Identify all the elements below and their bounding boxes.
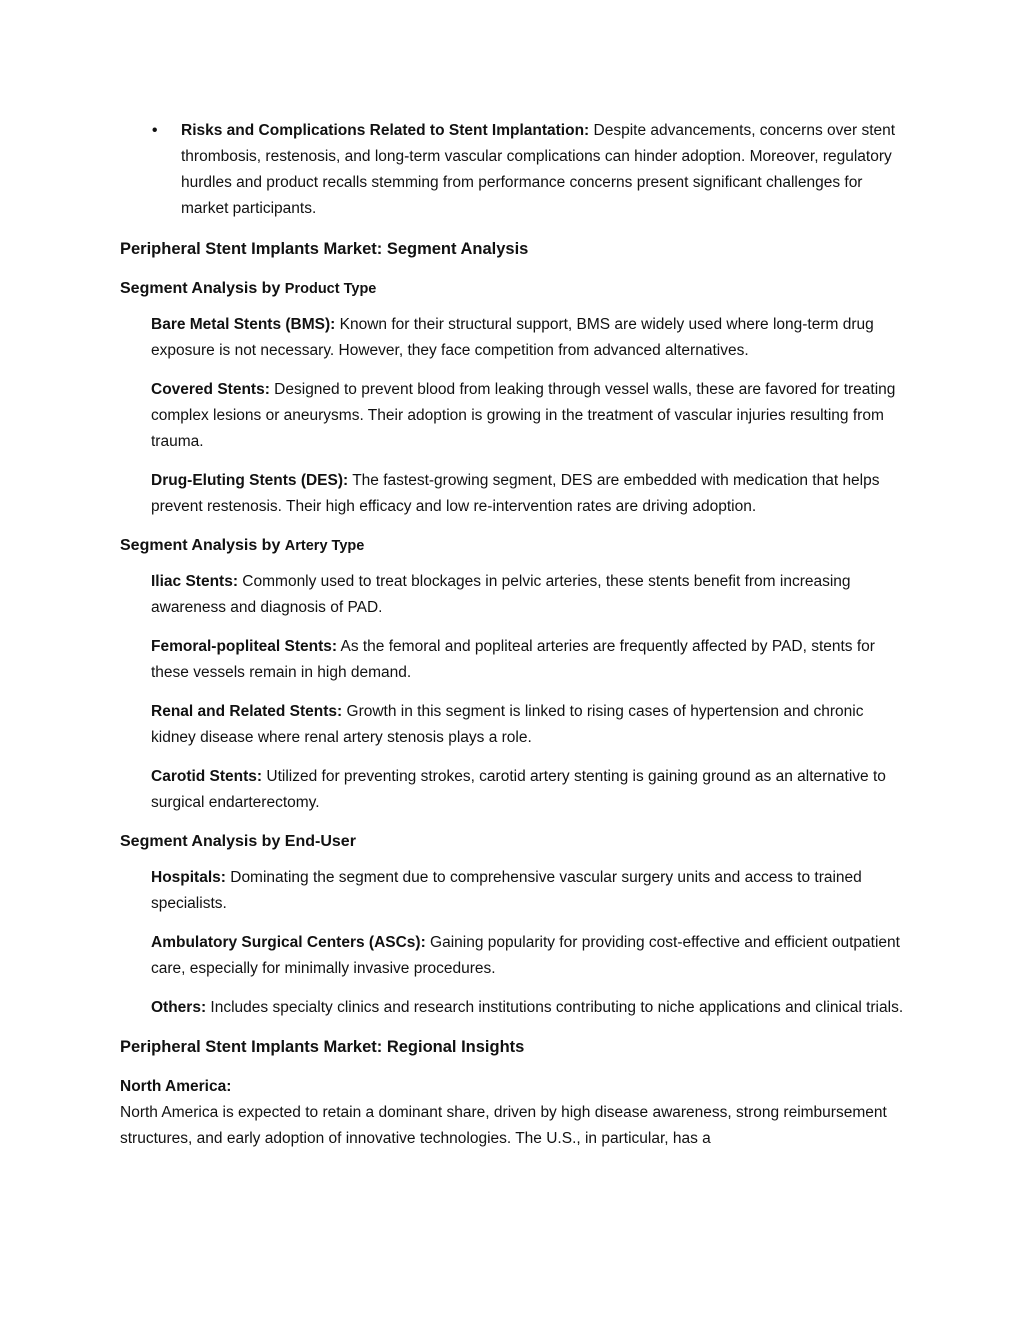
artery-type-heading [120,533,910,559]
item-text: Designed to prevent blood from leaking through vessel walls, these are favored for treating complex lesions or aneurysms. Their adoption is growing in the treatment of vascular injuries resulting from trauma. [151,381,896,450]
document-body [120,118,910,1152]
item-text: Utilized for preventing strokes, carotid artery stenting is gaining ground as an alternative to surgical endarterectomy. [151,768,886,811]
item-label: Iliac Stents: [151,573,238,590]
end-user-item-others [120,995,910,1021]
artery-type-item-iliac [120,569,910,621]
item-text: Growth in this segment is linked to rising cases of hypertension and chronic kidney disease where renal artery stenosis plays a role. [151,703,864,746]
regional-insights-heading: Peripheral Stent Implants Market: Regional Insights [120,1038,525,1056]
product-type-heading-main: Segment Analysis by [120,280,285,297]
north-america-heading: North America: [120,1078,232,1095]
artery-type-item-carotid [120,764,910,816]
end-user-heading: Segment Analysis by End-User [120,833,356,850]
item-label: Drug-Eluting Stents (DES): [151,472,349,489]
product-type-heading [120,276,910,302]
artery-type-item-renal [120,699,910,751]
item-label: Bare Metal Stents (BMS): [151,316,336,333]
item-label: Others: [151,999,207,1016]
product-type-item-des [120,468,910,520]
bullet-label: Risks and Complications Related to Stent Implantation: [181,122,590,139]
item-label: Renal and Related Stents: [151,703,343,720]
item-text: Includes specialty clinics and research institutions contributing to niche applications and clinical trials. [206,999,904,1016]
artery-type-item-femoral [120,634,910,686]
item-text: Commonly used to treat blockages in pelvic arteries, these stents benefit from increasing awareness and diagnosis of PAD. [151,573,851,616]
item-label: Femoral-popliteal Stents: [151,638,338,655]
item-text: Gaining popularity for providing cost-effective and efficient outpatient care, especially for minimally invasive procedures. [151,934,900,977]
bullet-text: Despite advancements, concerns over stent thrombosis, restenosis, and long-term vascular complications can hinder adoption. Moreover, regulatory hurdles and product recalls stemming from performance concerns present significant challenges for market participants. [181,122,896,217]
bullet-icon: • [152,122,158,139]
item-label: Hospitals: [151,869,226,886]
item-label: Ambulatory Surgical Centers (ASCs): [151,934,426,951]
artery-type-heading-main: Segment Analysis by [120,537,285,554]
bullet-item-risks [120,118,910,222]
end-user-item-ascs [120,930,910,982]
item-text: Known for their structural support, BMS are widely used where long-term drug exposure is not necessary. However, they face competition from advanced alternatives. [151,316,874,359]
product-type-item-bms [120,312,910,364]
artery-type-heading-sub: Artery Type [284,538,365,554]
end-user-item-hospitals [120,865,910,917]
item-text: The fastest-growing segment, DES are embedded with medication that helps prevent restenosis. Their high efficacy and low re-intervention rates are driving adoption. [151,472,880,515]
product-type-item-covered [120,377,910,455]
product-type-heading-sub: Product Type [284,281,377,297]
segment-analysis-heading: Peripheral Stent Implants Market: Segment Analysis [120,240,529,258]
item-label: Covered Stents: [151,381,270,398]
north-america-text: North America is expected to retain a dominant share, driven by high disease awareness, strong reimbursement structures, and early adoption of innovative technologies. The U.S., in particular, has a [120,1104,887,1147]
item-text: Dominating the segment due to comprehensive vascular surgery units and access to trained specialists. [151,869,862,912]
item-text: As the femoral and popliteal arteries are frequently affected by PAD, stents for these vessels remain in high demand. [151,638,875,681]
item-label: Carotid Stents: [151,768,263,785]
